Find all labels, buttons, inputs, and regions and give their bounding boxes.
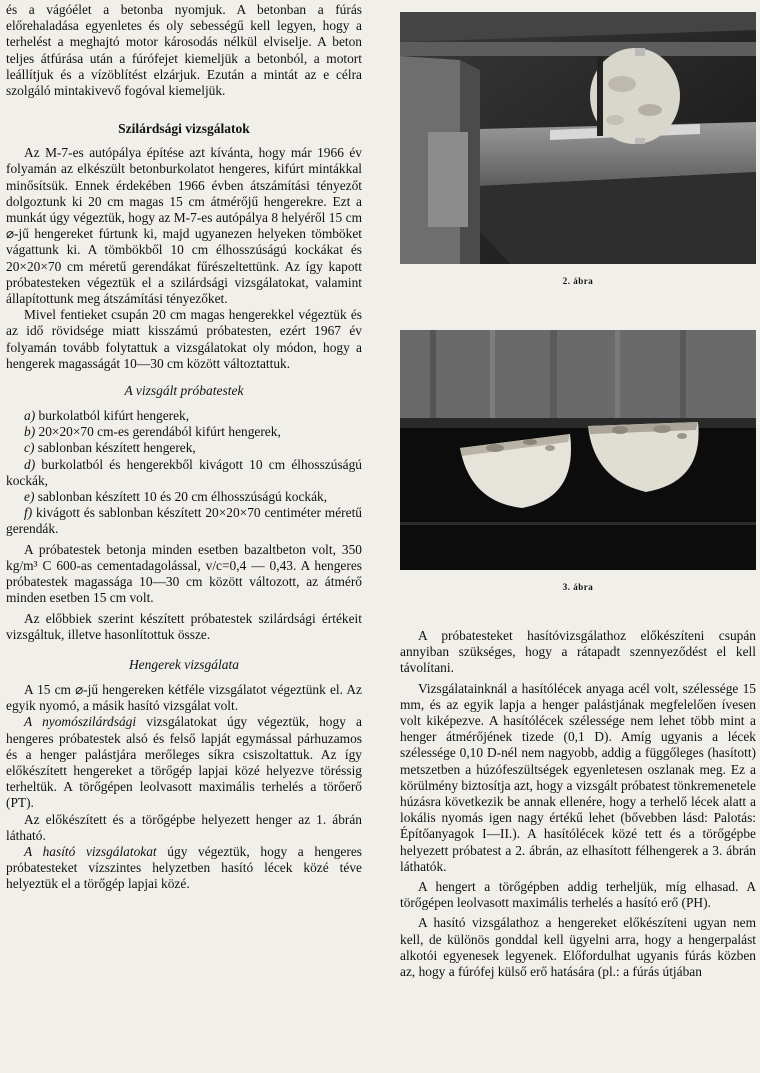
figure-2-caption: 2. ábra: [562, 276, 594, 286]
concrete-paragraph: A próbatestek betonja minden esetben bazaltbeton volt, 350 kg/m³ C 600-as cementadagolással, v/c=0,4 — 0,43. A hengeres próbatestek magassága 10—30 cm között változott, az átmérő minden esetben 15 cm volt.: [6, 541, 362, 606]
list-item: b) 20×20×70 cm-es gerendából kifúrt hengerek,: [24, 424, 281, 440]
list-item: f) kivágott és sablonban készített 20×20×70 centiméter méretű gerendák.: [6, 505, 362, 537]
list-item: e) sablonban készített 10 és 20 cm élhosszúságú kockák,: [24, 489, 328, 505]
figure-2-photo: [400, 12, 756, 264]
specimens-list: [6, 408, 362, 538]
care-paragraph: A hasító vizsgálathoz a hengereket előkészíteni ugyan nem kell, de különös gonddal kell ügyelni arra, hogy a hengerpalást alkotói egyenesek legyenek. Előfordulhat ugyanis fúrás közben az, hogy a fúrófej külső erő hatására (pl.: a fúrás útjában: [400, 915, 756, 980]
strength-paragraph-1: Az M-7-es autópálya építése azt kívánta, hogy már 1966 év folyamán az elkészült betonburkolatot hengeres, kifúrt mintákkal minősítsük. Ennek érdekében 1966 évben átszámítási tényezőt dolgoztunk ki 20 cm magas 15 cm átmérőjű hengerekre. Ezt a munkát úgy végeztük, hogy az M-7-es autópálya 8 helyéről 15 cm ⌀-jű hengereket fúrtunk ki, majd ugyanezen helyeken tömböket vágattunk ki. A tömbökből 10 cm élhosszúságú kockákat és 20×20×70 cm méretű gerendákat fűrészeltettünk. Az így kapott próbatesteken végeztük el a szilárdsági vizsgálatokat, valamint állapítottunk meg átszámítási tényezőket.: [6, 145, 362, 307]
left-column: [6, 0, 362, 893]
strips-paragraph: Vizsgálatainknál a hasítólécek anyaga acél volt, szélessége 15 mm, és az egyik lapja a henger palástjának megfelelően ívesen volt kiképezve. A hasítólécek szélessége nem lehet több mint a henger átmérőjének tizede (0,1 D). Amíg ugyanis a lécek szélessége 0,10 D-nél nem nagyobb, addig a függőleges (hasított) metszetben a húzófeszültségek egyenletesen oszlanak meg. Ez a körülmény biztosítja azt, hogy a vizsgált próbatest tönkremenetele húzásra következik be annak ellenére, hogy a terhelő lécek alatt a lokális nyomás igen nagy értékű lehet (bővebben lásd: Palotás: Építőanyagok I—II.). A hasítólécek közé tett és a törőgépbe helyezett próbatest a 2. ábrán, az elhasított félhengerek a 3. ábrán láthatók.: [400, 680, 756, 874]
figure-3-photo: [400, 330, 756, 570]
strength-paragraph-2: Mivel fentieket csupán 20 cm magas hengerekkel végeztük és az idő rövidsége miatt kisszámú próbatesten, ezért 1967 év folyamán tovább folytattuk a vizsgálatokat oly módon, hogy a hengerek magasságát 10—30 cm között változtattuk.: [6, 307, 362, 371]
cylinders-heading: Hengerek vizsgálata: [128, 656, 240, 672]
figure-3-caption: 3. ábra: [562, 582, 594, 592]
right-column: [400, 628, 756, 980]
strength-tests-heading: Szilárdsági vizsgálatok: [118, 121, 250, 137]
cylinders-paragraph-4: A hasító vizsgálatokat úgy végeztük, hogy a hengeres próbatesteket vízszintes helyzetben hasító lécek közé téve helyeztük el a törőgép lapjai közé.: [6, 843, 362, 892]
list-item: c) sablonban készített hengerek,: [24, 440, 196, 456]
specimens-heading: A vizsgált próbatestek: [124, 383, 244, 399]
list-item: d) burkolatból és hengerekből kivágott 10 cm élhosszúságú kockák,: [6, 456, 362, 488]
load-paragraph: A hengert a törőgépben addig terheljük, míg elhasad. A törőgépen leolvasott maximális terhelés a hasító erő (PH).: [400, 879, 756, 911]
cylinders-paragraph-3: Az előkészített és a törőgépbe helyezett henger az 1. ábrán látható.: [6, 811, 362, 843]
cylinders-paragraph-2: A nyomószilárdsági vizsgálatokat úgy végeztük, hogy a hengeres próbatestek alsó és felső lapját egymással párhuzamos és a henger palástjára merőleges síkra csiszoltattuk. Az így előkészített hengereket a törőgép lapjai közé helyezve töréssig terheltük. A törőgépen leolvasott maximális terhelés a törőerő (PT).: [6, 714, 362, 811]
list-item: a) burkolatból kifúrt hengerek,: [24, 408, 190, 424]
compare-paragraph: Az előbbiek szerint készített próbatestek szilárdsági értékeit vizsgáltuk, illetve hasonlítottuk össze.: [6, 610, 362, 642]
intro-paragraph: és a vágóélet a betonba nyomjuk. A betonban a fúrás előrehaladása egyenletes és oly sebességű kell legyen, hogy a terhelést a meghajtó motor károsodás nélkül elviselje. A beton teljes átfúrása után a fúrófejet kiemeljük a betonból, a motort leállítjuk és a vízöblítést elzárjuk. Ezután a mintát az e célra szolgáló mintakivevő fogóval kiemeljük.: [6, 2, 362, 99]
cylinders-paragraph-1: A 15 cm ⌀-jű hengereken kétféle vizsgálatot végeztünk el. Az egyik nyomó, a másik hasító vizsgálat volt.: [6, 681, 362, 714]
prep-paragraph: A próbatesteket hasítóvizsgálathoz előkészíteni csupán annyiban szükséges, hogy a rátapadt szennyeződést el kell távolítani.: [400, 628, 756, 676]
